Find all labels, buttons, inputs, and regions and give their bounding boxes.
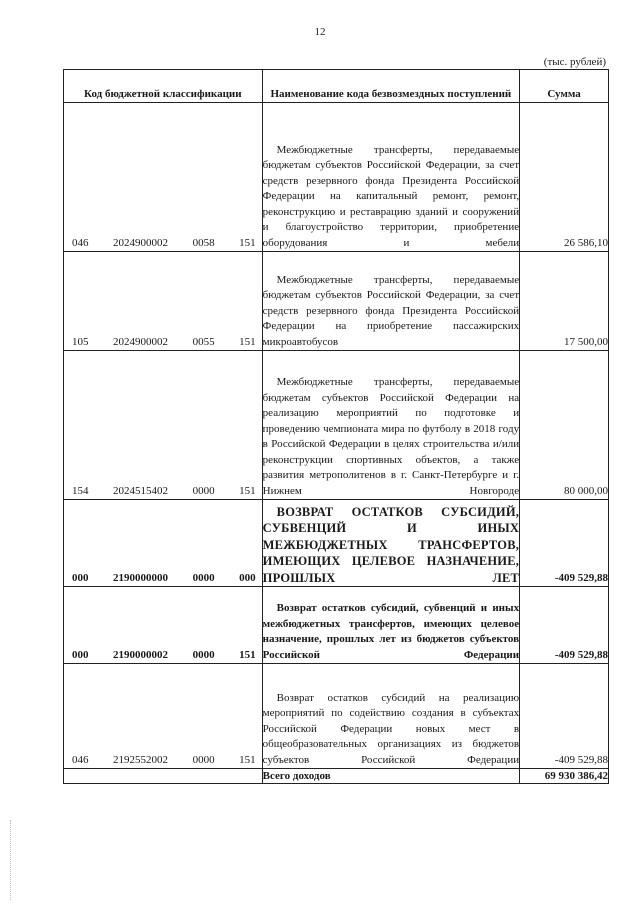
name-cell [262,500,519,587]
scan-margin-marks [10,820,13,900]
budget-code: 2190000002 [113,648,169,661]
admin-code: 000 [72,648,89,661]
economic-code: 151 [239,753,256,766]
table-row [64,587,609,664]
page-number: 12 [314,26,326,38]
total-label: Всего доходов [262,769,519,784]
code-cell [64,252,263,351]
sum-cell: 17 500,00 [520,252,609,351]
name-cell [262,351,519,500]
total-code-cell [64,769,263,784]
header-sum: Сумма [520,70,609,103]
budget-code: 2024900002 [113,335,169,348]
name-cell [262,252,519,351]
program-code: 0058 [192,236,215,249]
header-name: Наименование кода безвозмездных поступлений [262,70,519,103]
admin-code: 154 [72,484,89,497]
code-cell [64,500,263,587]
table-row [64,252,609,351]
table-row [64,664,609,769]
admin-code: 105 [72,335,89,348]
admin-code: 046 [72,753,89,766]
code-cell [64,587,263,664]
table-row [64,500,609,587]
sum-cell: 26 586,10 [520,103,609,252]
code-cell [64,103,263,252]
table-row [64,103,609,252]
name-cell [262,103,519,252]
row-name: Межбюджетные трансферты, передаваемые бюджетам субъектов Российской Федерации, за счет средств резервного фонда Президента Российской Федерации на приобретение пассажирских микроавтобусов [262,273,520,348]
admin-code: 000 [72,571,89,584]
economic-code: 151 [239,648,256,661]
admin-code: 046 [72,236,89,249]
budget-code: 2024900002 [113,236,169,249]
program-code: 0000 [192,648,215,661]
row-name: Межбюджетные трансферты, передаваемые бюджетам субъектов Российской Федерации на реализацию мероприятий по подготовке и проведению чемпионата мира по футболу в 2018 году в Российской Федерации в целях строительства и/или реконструкции спортивных объектов, а также развития метрополитенов в г. Санкт-Петербурге и г. Нижнем Новгороде [262,376,520,497]
code-cell [64,664,263,769]
program-code: 0055 [192,335,215,348]
total-row [64,769,609,784]
header-code: Код бюджетной классификации [64,70,263,103]
code-cell [64,351,263,500]
name-cell [262,664,519,769]
sum-cell: 80 000,00 [520,351,609,500]
row-name: ВОЗВРАТ ОСТАТКОВ СУБСИДИЙ, СУБВЕНЦИЙ И ИНЫХ МЕЖБЮДЖЕТНЫХ ТРАНСФЕРТОВ, ИМЕЮЩИХ ЦЕЛЕВОЕ НАЗНАЧЕНИЕ, ПРОШЛЫХ ЛЕТ [262,504,520,585]
economic-code: 151 [239,335,256,348]
row-name: Межбюджетные трансферты, передаваемые бюджетам субъектов Российской Федерации, за счет средств резервного фонда Президента Российской Федерации на капитальный ремонт, ремонт, реконструкцию и реставрацию зданий и сооружений и благоустройство территории, приобретение оборудования и мебели [262,143,520,249]
economic-code: 000 [239,571,256,584]
revenue-table [63,69,609,784]
sum-cell: -409 529,88 [520,664,609,769]
program-code: 0000 [192,484,215,497]
budget-code: 2192552002 [113,753,169,766]
table-row [64,351,609,500]
economic-code: 151 [239,484,256,497]
program-code: 0000 [192,753,215,766]
sum-cell: -409 529,88 [520,587,609,664]
budget-code: 2024515402 [113,484,169,497]
economic-code: 151 [239,236,256,249]
row-name: Возврат остатков субсидий на реализацию мероприятий по содействию создания в субъектах Российской Федерации новых мест в общеобразовательных организациях из бюджетов субъектов Российской Федерации [262,691,520,766]
units-label: (тыс. рублей) [543,56,606,68]
sum-cell: -409 529,88 [520,500,609,587]
program-code: 0000 [192,571,215,584]
total-sum: 69 930 386,42 [520,769,609,784]
table-header-row [64,70,609,103]
budget-code: 2190000000 [113,571,169,584]
row-name: Возврат остатков субсидий, субвенций и иных межбюджетных трансфертов, имеющих целевое назначение, прошлых лет из бюджетов субъектов Российской Федерации [262,602,520,661]
name-cell [262,587,519,664]
